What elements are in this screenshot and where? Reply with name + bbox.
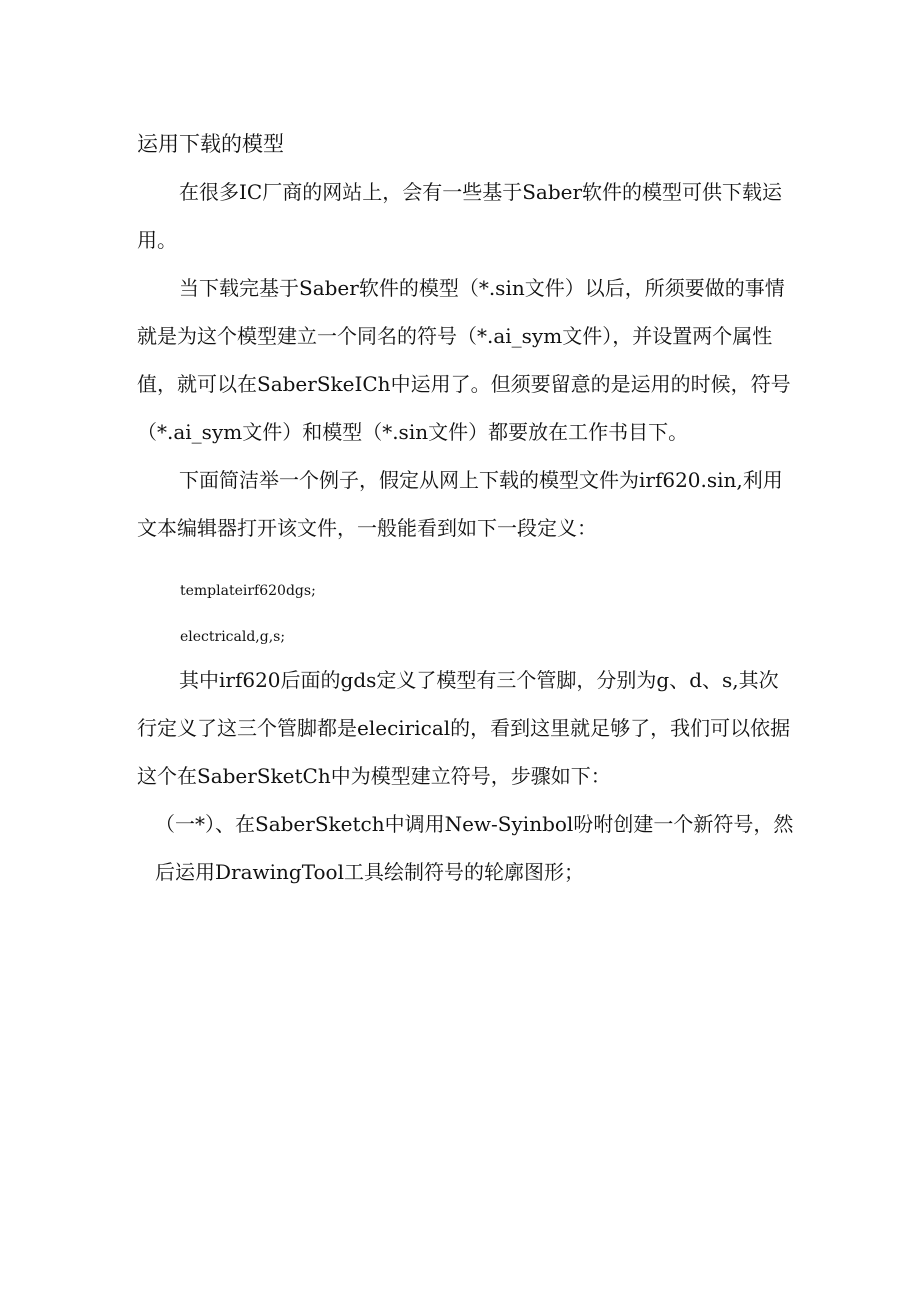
code-line-electrical: electricald,g,s; — [180, 629, 286, 645]
section-title: 运用下载的模型 — [137, 132, 284, 156]
paragraph-example: 下面简洁举一个例子，假定从网上下载的模型文件为irf620.sin,利用文本编辑器打开该文件，一般能看到如下一段定义： — [137, 468, 783, 540]
paragraph-symbol-setup: 当下载完基于Saber软件的模型（*.sin文件）以后，所须要做的事情就是为这个模型建立一个同名的符号（*.ai_sym文件），并设置两个属性值，就可以在SaberSkeICh中运用了。但须要留意的是运用的时候，符号（*.ai_sym文件）和模型（*.sin文件）都要放在工作书目下。 — [137, 276, 791, 444]
paragraph-explanation: 其中irf620后面的gds定义了模型有三个管脚，分别为g、d、s,其次行定义了这三个管脚都是elecirical的，看到这里就足够了，我们可以依据这个在SaberSketCh中为模型建立符号，步骤如下： — [137, 668, 791, 788]
step-one: （一*）、在SaberSketch中调用New-Syinbol吩咐创建一个新符号，然后运用DrawingTool工具绘制符号的轮廓图形； — [155, 812, 794, 884]
code-line-template: templateirf620dgs; — [180, 583, 316, 599]
paragraph-intro: 在很多IC厂商的网站上，会有一些基于Saber软件的模型可供下载运用。 — [137, 180, 783, 252]
